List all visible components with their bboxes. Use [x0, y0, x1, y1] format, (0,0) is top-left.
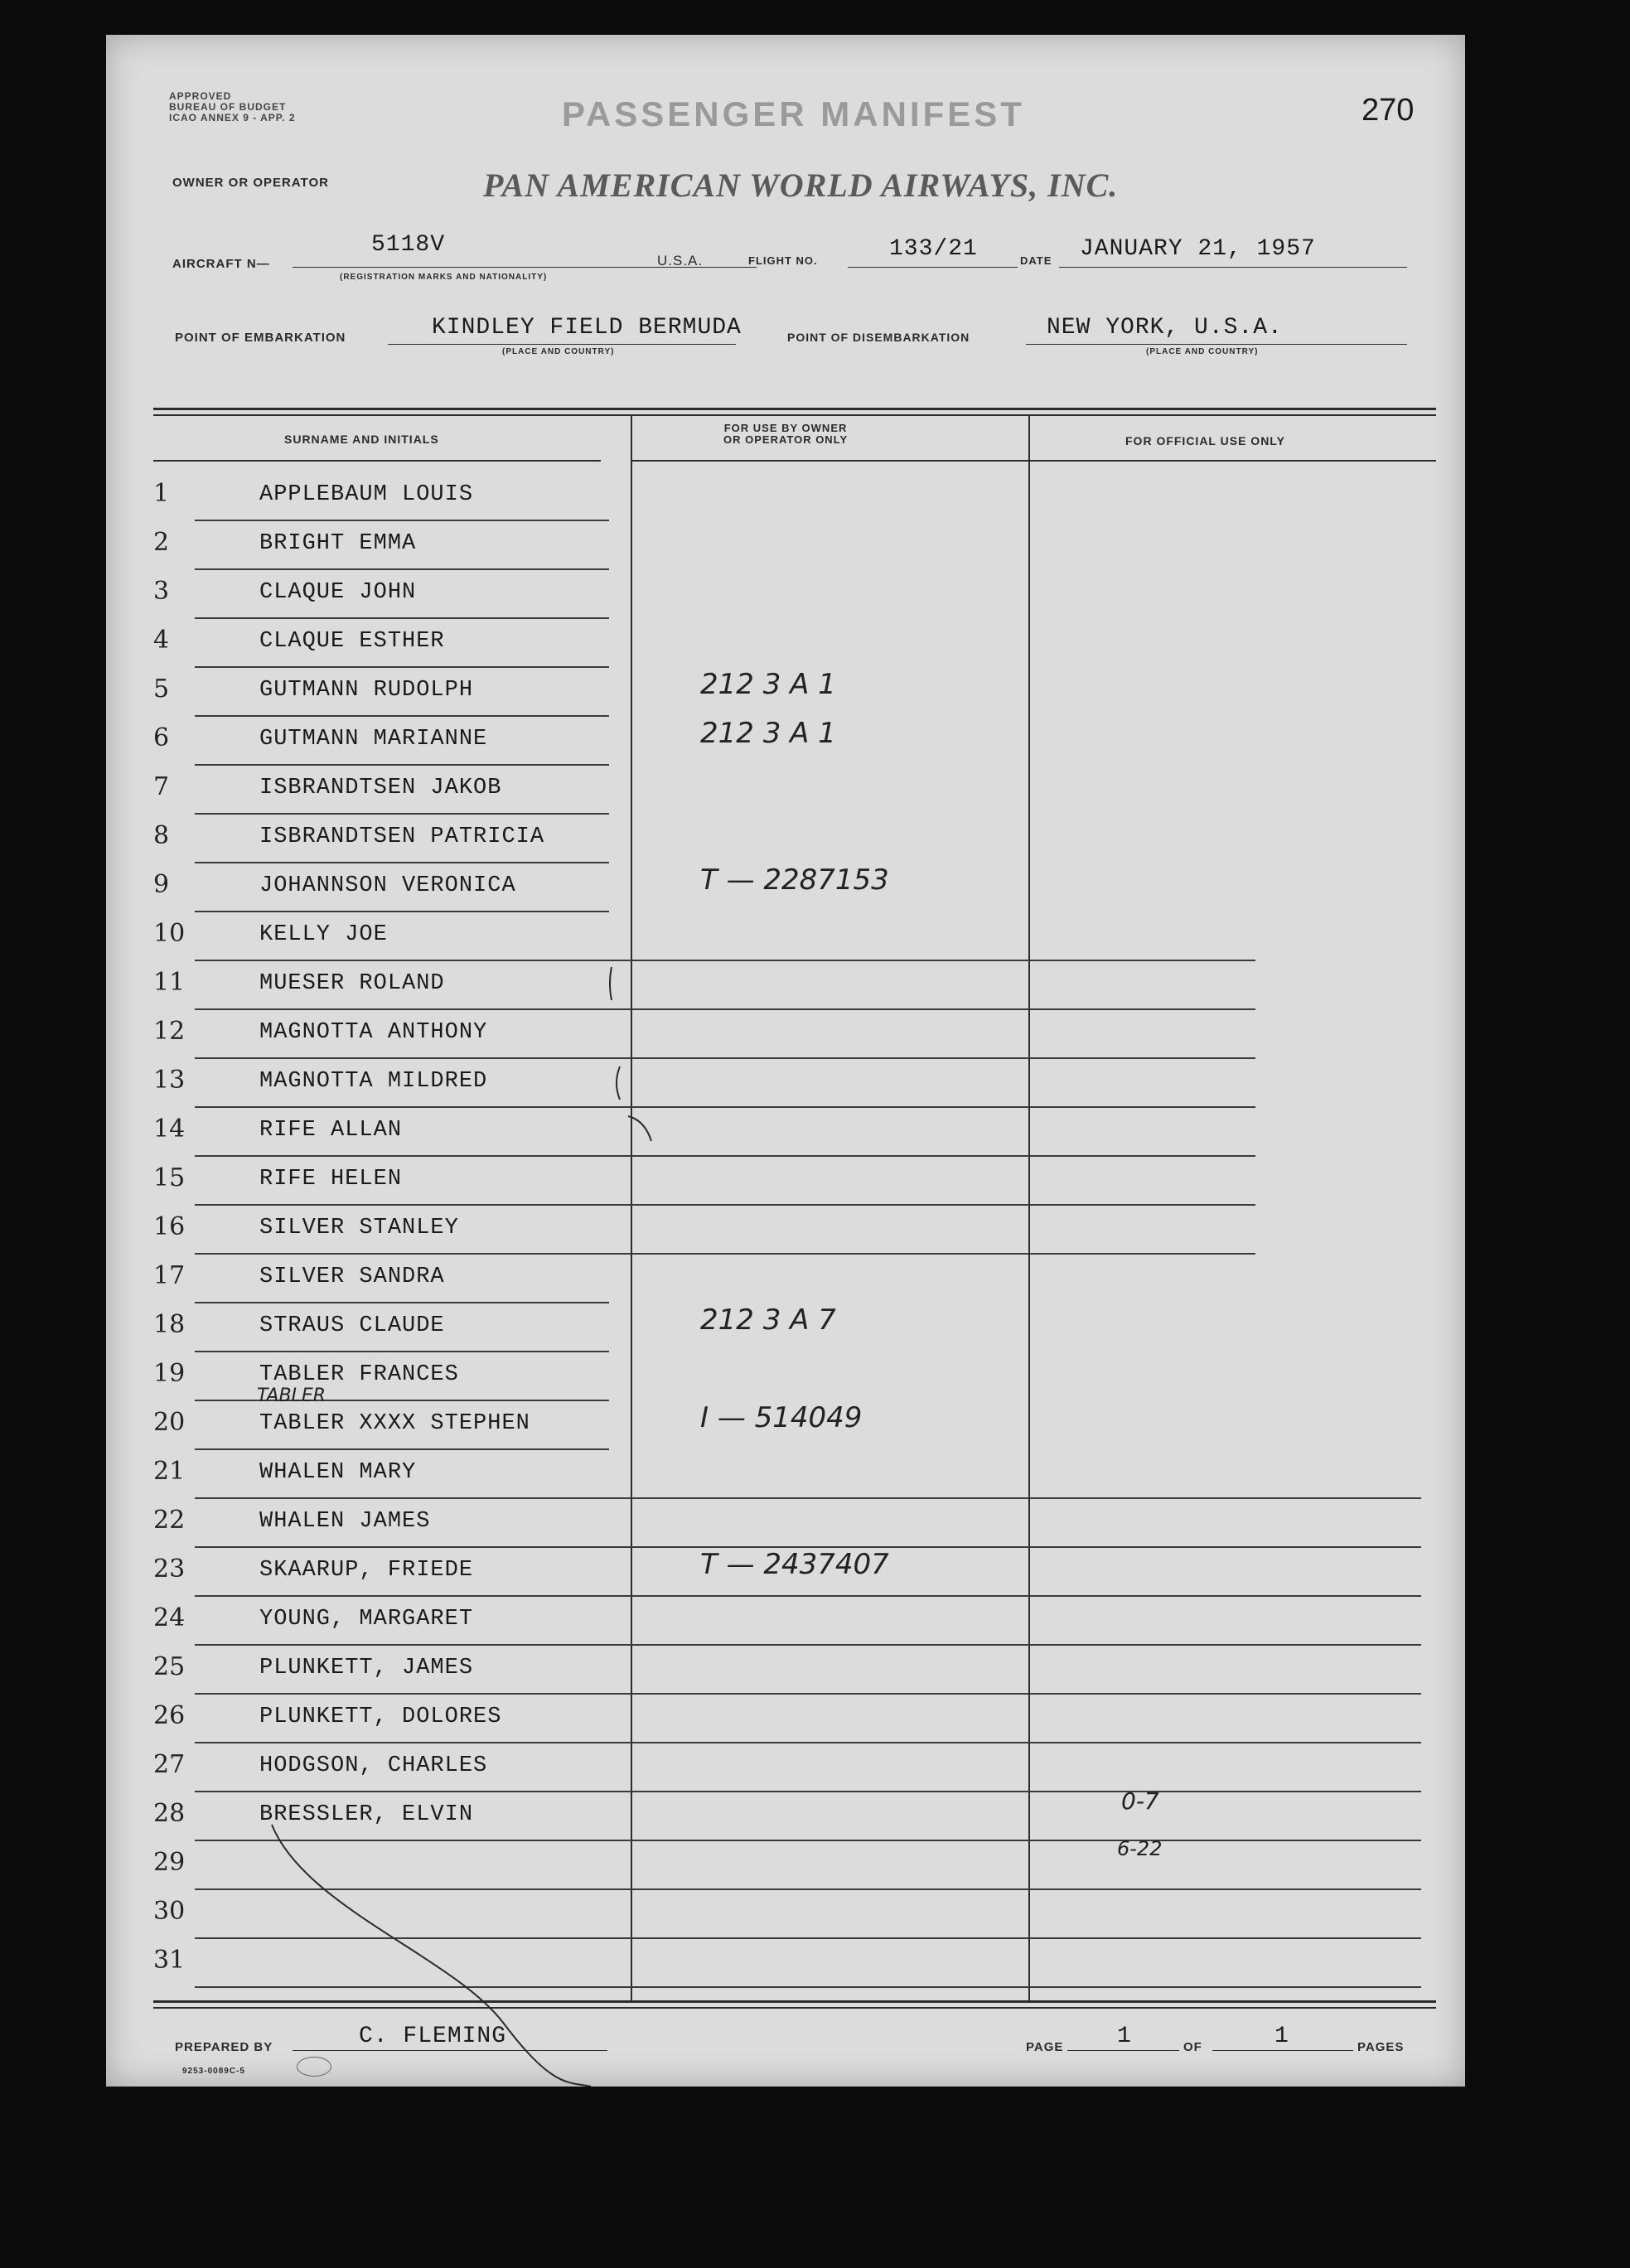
passenger-name: SILVER STANLEY: [259, 1216, 459, 1240]
row-number: 31: [153, 1946, 186, 1975]
row-number: 2: [153, 528, 170, 557]
row-number: 20: [153, 1408, 186, 1437]
passenger-name: MAGNOTTA ANTHONY: [259, 1020, 488, 1045]
column-header-surname: SURNAME AND INITIALS: [284, 433, 439, 446]
pencil-stroke: [106, 35, 1465, 2087]
row-number: 28: [153, 1799, 186, 1828]
passenger-name: YOUNG, MARGARET: [259, 1607, 474, 1632]
row-number: 15: [153, 1163, 186, 1192]
disembark-label: POINT OF DISEMBARKATION: [787, 331, 970, 344]
owner-code: 212 3 A 1: [700, 668, 836, 701]
document-title: PASSENGER MANIFEST: [562, 94, 1025, 133]
row-number: 26: [153, 1701, 186, 1730]
row-number: 27: [153, 1750, 186, 1779]
row-number: 1: [153, 479, 170, 508]
embark-label: POINT OF EMBARKATION: [175, 331, 346, 345]
page-label: PAGE: [1026, 2040, 1064, 2054]
union-seal-icon: [297, 2057, 331, 2077]
row-number: 29: [153, 1848, 186, 1877]
manifest-sheet: [106, 35, 1465, 2087]
row-number: 13: [153, 1066, 186, 1095]
owner-code: T — 2287153: [700, 863, 889, 897]
passenger-name: WHALEN JAMES: [259, 1509, 431, 1534]
passenger-name: STRAUS CLAUDE: [259, 1313, 445, 1338]
row-number: 3: [153, 577, 170, 606]
flight-number: 133/21: [889, 236, 978, 262]
operator-name: PAN AMERICAN WORLD AIRWAYS, INC.: [483, 167, 1119, 204]
official-mark-2: 6-22: [1117, 1837, 1163, 1860]
prepared-by-label: PREPARED BY: [175, 2040, 273, 2054]
passenger-name: MAGNOTTA MILDRED: [259, 1069, 488, 1094]
aircraft-registration: 5118V: [371, 232, 446, 258]
pages-label: PAGES: [1357, 2040, 1405, 2054]
page-underline: [1067, 2050, 1179, 2051]
owner-label: OWNER OR OPERATOR: [172, 176, 329, 190]
form-code: 9253-0089C-5: [182, 2067, 245, 2076]
owner-code: 212 3 A 1: [700, 717, 836, 750]
row-number: 17: [153, 1261, 186, 1290]
official-mark-1: 0-7: [1121, 1787, 1159, 1815]
row-number: 4: [153, 626, 170, 655]
page-value: 1: [1117, 2024, 1132, 2049]
row-number: 18: [153, 1310, 186, 1339]
row-number: 30: [153, 1897, 186, 1926]
row-number: 21: [153, 1457, 186, 1486]
disembark-caption: (PLACE AND COUNTRY): [1146, 347, 1259, 356]
passenger-name: KELLY JOE: [259, 922, 388, 947]
passenger-name: SILVER SANDRA: [259, 1265, 445, 1289]
row-number: 25: [153, 1652, 186, 1681]
row-number: 6: [153, 723, 170, 752]
column-header-owner: FOR USE BY OWNER OR OPERATOR ONLY: [723, 422, 849, 446]
disembarkation-point: NEW YORK, U.S.A.: [1047, 315, 1283, 341]
of-label: OF: [1183, 2040, 1202, 2054]
passenger-name: RIFE ALLAN: [259, 1118, 403, 1143]
passenger-name: MUESER ROLAND: [259, 971, 445, 996]
embarkation-point: KINDLEY FIELD BERMUDA: [432, 315, 742, 341]
passenger-name: PLUNKETT, DOLORES: [259, 1705, 502, 1729]
passenger-name: JOHANNSON VERONICA: [259, 873, 516, 898]
approval-stamp: APPROVED BUREAU OF BUDGET ICAO ANNEX 9 - APP. 2: [169, 90, 296, 123]
passenger-name: GUTMANN RUDOLPH: [259, 678, 474, 703]
passenger-name: WHALEN MARY: [259, 1460, 417, 1485]
passenger-name: TABLER XXXX STEPHEN: [259, 1411, 530, 1436]
owner-code: T — 2437407: [700, 1548, 889, 1581]
passenger-name: CLAQUE JOHN: [259, 580, 417, 605]
aircraft-label: AIRCRAFT N—: [172, 257, 270, 271]
column-header-official: FOR OFFICIAL USE ONLY: [1125, 434, 1285, 447]
passenger-name: RIFE HELEN: [259, 1167, 403, 1192]
row-number: 22: [153, 1506, 186, 1535]
passenger-name: BRIGHT EMMA: [259, 531, 417, 556]
registration-caption: (REGISTRATION MARKS AND NATIONALITY): [340, 273, 548, 282]
passenger-name: BRESSLER, ELVIN: [259, 1802, 474, 1827]
row-number: 16: [153, 1212, 186, 1241]
row-number: 11: [153, 968, 186, 997]
passenger-name: ISBRANDTSEN PATRICIA: [259, 825, 545, 849]
passenger-name: ISBRANDTSEN JAKOB: [259, 776, 502, 800]
usa-label: U.S.A.: [657, 253, 704, 268]
row-number: 14: [153, 1115, 186, 1144]
row-number: 19: [153, 1359, 186, 1388]
flight-label: FLIGHT NO.: [748, 254, 818, 267]
row-number: 7: [153, 772, 170, 801]
of-value: 1: [1274, 2024, 1289, 2049]
passenger-name: TABLER FRANCES: [259, 1362, 459, 1387]
row-number: 10: [153, 919, 186, 948]
embark-caption: (PLACE AND COUNTRY): [502, 347, 615, 356]
row-number: 24: [153, 1603, 186, 1632]
row-number: 9: [153, 870, 170, 899]
row-number: 5: [153, 675, 170, 704]
passenger-name: SKAARUP, FRIEDE: [259, 1558, 474, 1583]
flight-date: JANUARY 21, 1957: [1080, 236, 1316, 262]
passenger-name: HODGSON, CHARLES: [259, 1753, 488, 1778]
passenger-name: CLAQUE ESTHER: [259, 629, 445, 654]
prepared-underline: [293, 2050, 607, 2051]
owner-code: 212 3 A 7: [700, 1303, 836, 1337]
owner-code: I — 514049: [700, 1401, 863, 1434]
passenger-name: GUTMANN MARIANNE: [259, 727, 488, 752]
passenger-name: APPLEBAUM LOUIS: [259, 482, 474, 507]
tabler-correction: TABLER: [257, 1385, 326, 1406]
row-number: 12: [153, 1017, 186, 1046]
row-number: 8: [153, 821, 170, 850]
of-underline: [1212, 2050, 1353, 2051]
page-number: 270: [1362, 93, 1415, 128]
prepared-by-name: C. FLEMING: [359, 2024, 507, 2049]
row-number: 23: [153, 1555, 186, 1584]
passenger-name: PLUNKETT, JAMES: [259, 1656, 474, 1680]
date-label: DATE: [1020, 254, 1052, 267]
